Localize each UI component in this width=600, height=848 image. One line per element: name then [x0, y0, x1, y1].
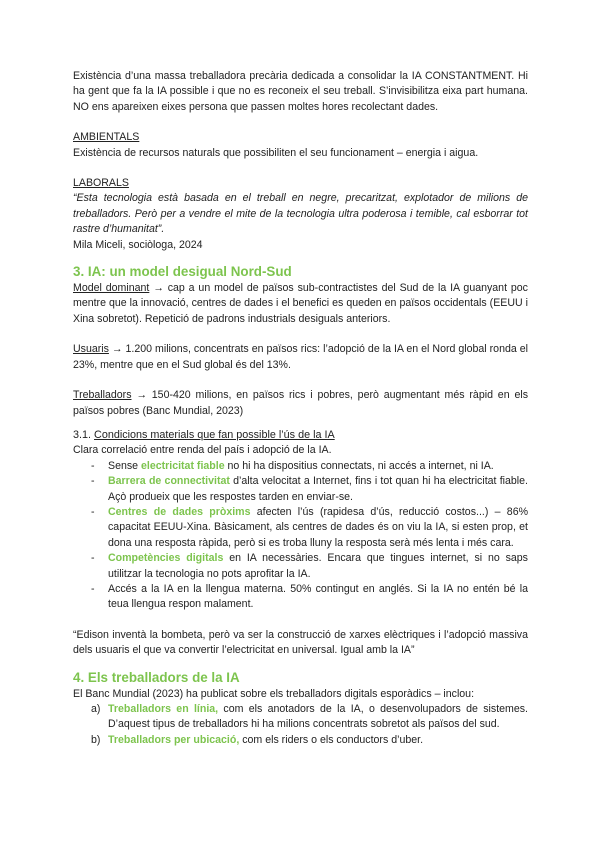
list-marker: a): [91, 703, 101, 715]
ambientals-heading: AMBIENTALS: [73, 131, 140, 144]
edison-quote: “Edison inventà la bombeta, però va ser la construcció de xarxes elèctriques i l’adopció massiva dels usuaris el que va convertir l’electricitat en universal. Igual amb la IA”: [73, 628, 528, 657]
list-item-highlight: Barrera de connectivitat: [108, 475, 230, 488]
workers-list: [73, 702, 528, 748]
section-4-title: 4. Els treballadors de la IA: [73, 669, 240, 685]
list-item-highlight: electricitat fiable: [140, 459, 225, 472]
list-item-highlight: Treballadors per ubicació,: [108, 733, 240, 746]
list-marker: b): [91, 733, 101, 746]
document-body: [73, 69, 528, 748]
treballadors-paragraph: [73, 388, 528, 419]
list-item: [73, 733, 528, 748]
model-dominant-label: Model dominant: [73, 282, 150, 295]
list-item-pre: Sense: [108, 459, 141, 472]
list-item: [73, 505, 528, 551]
list-item: [73, 551, 528, 582]
laborals-author: Mila Miceli, sociòloga, 2024: [73, 238, 203, 251]
list-item-post: com els riders o els conductors d’uber.: [239, 733, 424, 746]
treballadors-text: → 150-420 milions, en països rics i pobres, però augmentant més ràpid en els països pobres (Banc Mundial, 2023): [73, 389, 528, 417]
section-3-1-title-text: Condicions materials que fan possible l’ús de la IA: [94, 428, 335, 441]
list-item-post: afecten l’ús (rapidesa d’ús, reducció costos...) – 86% capacitat EEUU-Xina. Bàsicament, als centres de dades és on viu la IA, si esten prop, et dona una resposta ràpida, però si es troba lluny la resposta serà més lenta i més cara.: [108, 505, 529, 549]
model-dominant-paragraph: [73, 281, 528, 327]
bullet-dash: -: [91, 505, 95, 518]
usuaris-paragraph: [73, 342, 528, 373]
list-item-highlight: Treballadors en línia,: [108, 703, 219, 715]
laborals-heading: LABORALS: [73, 177, 129, 190]
laborals-quote: “Esta tecnologia està basada en el treball en negre, precaritzat, explotador de milions de treballadors. Però per a vendre el mite de la tecnologia ultra poderosa i temible, cal esborrar tot rastre d’humanitat”.: [73, 192, 528, 236]
intro-paragraph: Existència d’una massa treballadora precària dedicada a consolidar la IA CONSTANTMENT. Hi ha gent que fa la IA possible i que no es reconeix el seu treball. S’invisibilitza eixa part humana. NO ens apareixen eixes persona que passen moltes hores recolectant dades.: [73, 70, 528, 113]
list-item-post: en IA necessàries. Encara que tingues internet, si no saps utilitzar la tecnologia no pots aprofitar la IA.: [108, 552, 528, 580]
ambientals-text: Existència de recursos naturals que possibiliten el seu funcionament – energia i aigua.: [73, 146, 479, 159]
list-item-post: com els anotadors de la IA, o desenvolupadors de sistemes. D’aquest tipus de treballadors hi ha milions concentrats sobretot als països del sud.: [108, 703, 528, 731]
list-item-highlight: Competències digitals: [108, 552, 224, 565]
list-item-pre: Accés a la IA en la llengua materna. 50% contingut en anglés. Si la IA no entén bé la teua llengua respon malament.: [108, 582, 528, 611]
usuaris-text: → 1.200 milions, concentrats en països rics: l’adopció de la IA en el Nord global ronda el 23%, mentre que en el Sud global és del 13%.: [73, 343, 528, 371]
section-4-intro: El Banc Mundial (2023) ha publicat sobre els treballadors digitals esporàdics – inclou:: [73, 687, 475, 700]
list-item: [73, 459, 528, 474]
section-3-1-intro: Clara correlació entre renda del país i adopció de la IA.: [73, 444, 332, 457]
model-dominant-text: → cap a un model de països sub-contractistes del Sud de la IA guanyant poc mentre que la innovació, centres de dades i el benefici es queden en països occidentals (EEUU i Xina sobretot). Repetició de padrons industrials desiguals anteriors.: [73, 282, 528, 325]
list-item: [73, 702, 528, 733]
bullet-dash: -: [91, 552, 95, 565]
conditions-list: [73, 459, 528, 613]
section-3-1-title: [73, 428, 528, 443]
list-item: [73, 474, 528, 505]
list-item: [73, 582, 528, 613]
usuaris-label: Usuaris: [73, 343, 109, 356]
section-3-title: 3. IA: un model desigual Nord-Sud: [73, 264, 292, 280]
list-item-highlight: Centres de dades pròxims: [108, 505, 251, 518]
list-item-post: d’alta velocitat a Internet, fins i tot quan hi ha electricitat fiable. Açò produeix que les respostes tarden en enviar-se.: [108, 475, 528, 503]
list-item-post: no hi ha dispositius connectats, ni accés a internet, ni IA.: [224, 459, 494, 472]
bullet-dash: -: [91, 475, 95, 488]
bullet-dash: -: [91, 582, 95, 595]
bullet-dash: -: [91, 459, 95, 472]
treballadors-label: Treballadors: [73, 389, 132, 402]
section-3-1-number: 3.1.: [73, 428, 95, 441]
